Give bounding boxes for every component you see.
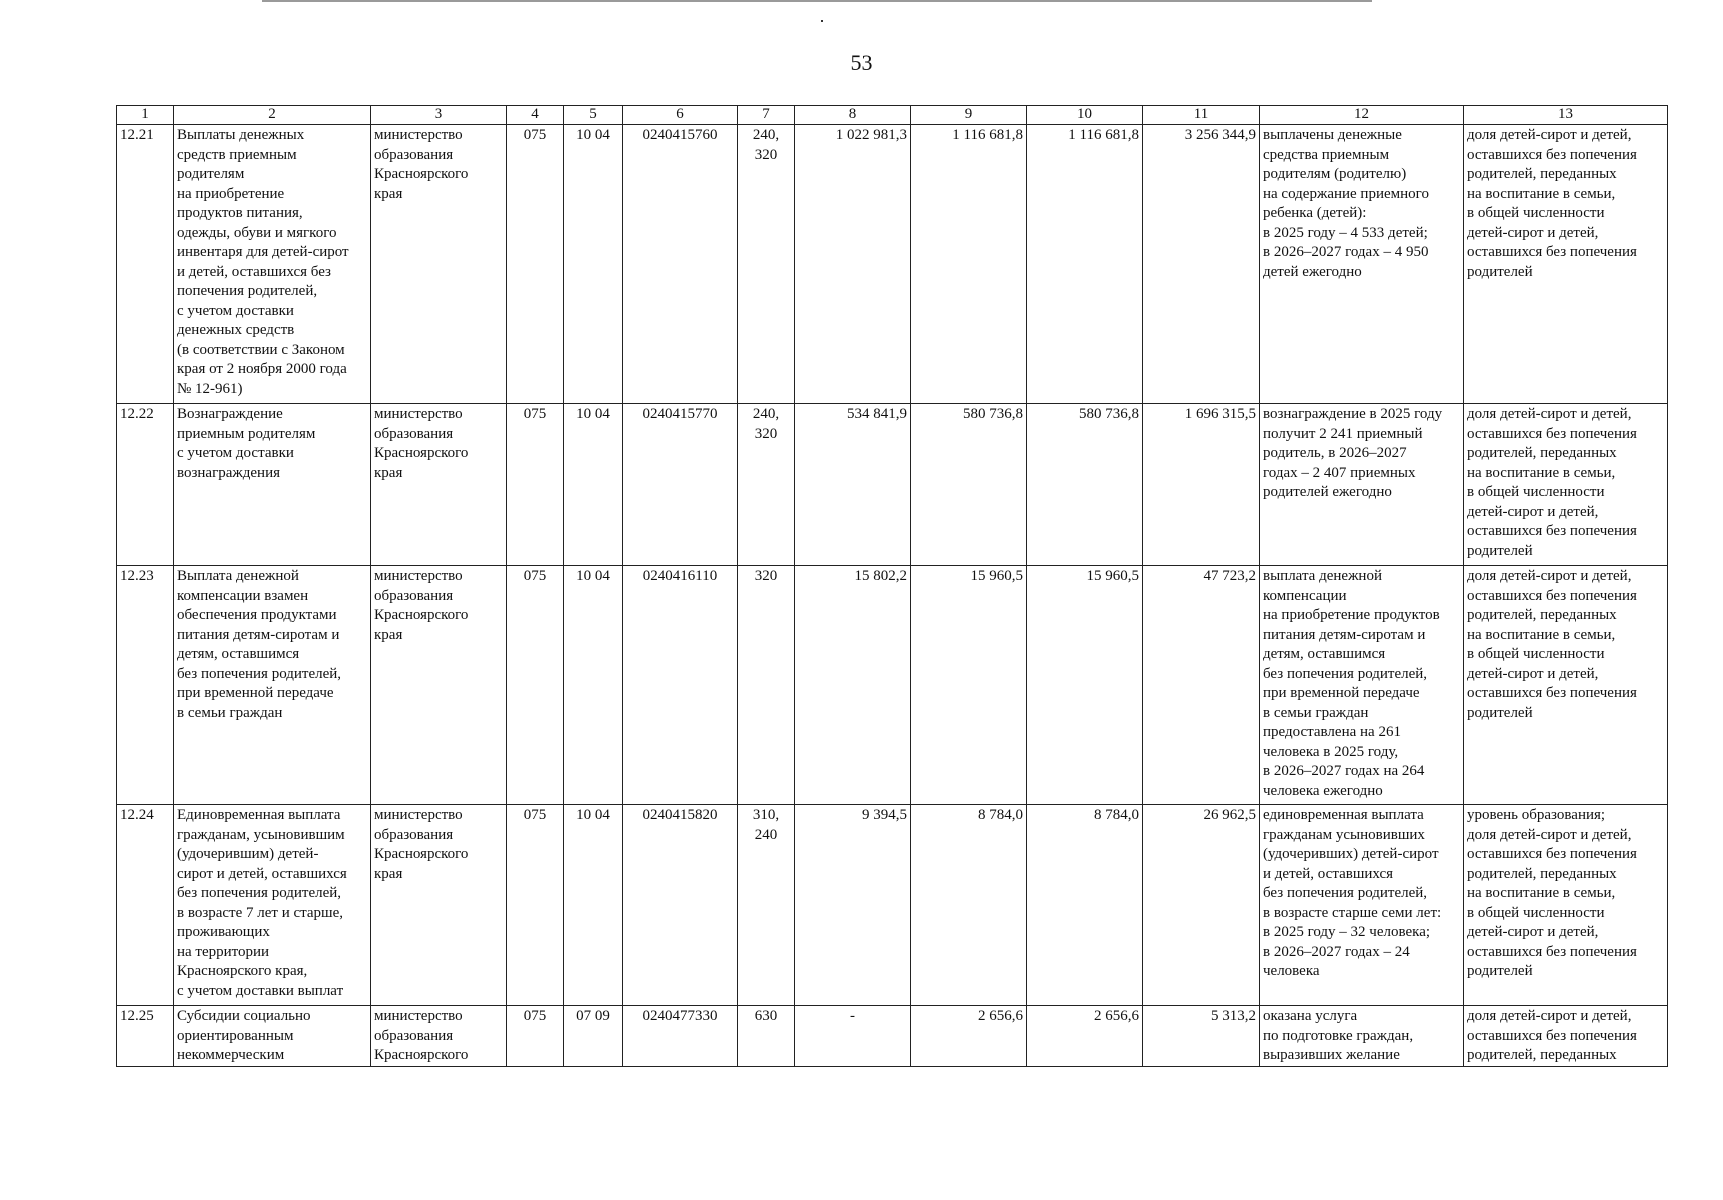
amount-total: 47 723,2 [1143, 566, 1260, 805]
table-row [117, 1006, 1668, 1067]
code-section: 10 04 [564, 805, 623, 1006]
col-header: 1 [117, 106, 174, 125]
measure-name: Вознаграждение приемным родителям с учетом доставки вознаграждения [174, 404, 371, 566]
measure-name: Выплаты денежных средств приемным родителям на приобретение продуктов питания, одежды, обуви и мягкого инвентаря для детей-сирот и детей, оставшихся без попечения родителей, с учетом доставки денежных средств (в соответствии с Законом края от 2 ноября 2000 года № 12-961) [174, 125, 371, 404]
code-expense-type: 310, 240 [738, 805, 795, 1006]
header-row [117, 106, 1668, 125]
code-grbs: 075 [507, 1006, 564, 1067]
col-header: 9 [911, 106, 1027, 125]
col-header: 3 [371, 106, 507, 125]
amount-2025: - [795, 1006, 911, 1067]
measure-name: Выплата денежной компенсации взамен обеспечения продуктами питания детям-сиротам и детям, оставшимся без попечения родителей, при временной передаче в семьи граждан [174, 566, 371, 805]
expected-result: выплачены денежные средства приемным родителям (родителю) на содержание приемного ребенка (детей): в 2025 году – 4 533 детей; в 2026–2027 годах – 4 950 детей ежегодно [1260, 125, 1464, 404]
col-header: 5 [564, 106, 623, 125]
code-target: 0240415820 [623, 805, 738, 1006]
responsible-body: министерство образования Красноярского края [371, 404, 507, 566]
code-grbs: 075 [507, 566, 564, 805]
row-number: 12.23 [117, 566, 174, 805]
code-expense-type: 240, 320 [738, 404, 795, 566]
measure-name: Единовременная выплата гражданам, усыновившим (удочерившим) детей- сирот и детей, оставшихся без попечения родителей, в возрасте 7 лет и старше, проживающих на территории Красноярского края, с учетом доставки выплат [174, 805, 371, 1006]
code-grbs: 075 [507, 125, 564, 404]
responsible-body: министерство образования Красноярского края [371, 566, 507, 805]
amount-2026: 15 960,5 [911, 566, 1027, 805]
amount-2026: 2 656,6 [911, 1006, 1027, 1067]
code-target: 0240477330 [623, 1006, 738, 1067]
row-number: 12.22 [117, 404, 174, 566]
col-header: 13 [1464, 106, 1668, 125]
amount-2025: 1 022 981,3 [795, 125, 911, 404]
amount-2027: 8 784,0 [1027, 805, 1143, 1006]
responsible-body: министерство образования Красноярского края [371, 805, 507, 1006]
code-target: 0240416110 [623, 566, 738, 805]
indicator: доля детей-сирот и детей, оставшихся без попечения родителей, переданных [1464, 1006, 1668, 1067]
col-header: 10 [1027, 106, 1143, 125]
code-target: 0240415760 [623, 125, 738, 404]
expected-result: вознаграждение в 2025 году получит 2 241 приемный родитель, в 2026–2027 годах – 2 407 приемных родителей ежегодно [1260, 404, 1464, 566]
code-expense-type: 240, 320 [738, 125, 795, 404]
amount-2027: 2 656,6 [1027, 1006, 1143, 1067]
code-target: 0240415770 [623, 404, 738, 566]
indicator: уровень образования; доля детей-сирот и детей, оставшихся без попечения родителей, переданных на воспитание в семьи, в общей численности детей-сирот и детей, оставшихся без попечения родителей [1464, 805, 1668, 1006]
code-section: 10 04 [564, 566, 623, 805]
expected-result: выплата денежной компенсации на приобретение продуктов питания детям-сиротам и детям, оставшимся без попечения родителей, при временной передаче в семьи граждан предоставлена на 261 человека в 2025 году, в 2026–2027 годах на 264 человека ежегодно [1260, 566, 1464, 805]
amount-2026: 8 784,0 [911, 805, 1027, 1006]
responsible-body: министерство образования Красноярского [371, 1006, 507, 1067]
code-grbs: 075 [507, 805, 564, 1006]
code-section: 10 04 [564, 404, 623, 566]
amount-2026: 1 116 681,8 [911, 125, 1027, 404]
table-row [117, 805, 1668, 1006]
col-header: 12 [1260, 106, 1464, 125]
expected-result: оказана услуга по подготовке граждан, выразивших желание [1260, 1006, 1464, 1067]
amount-2027: 15 960,5 [1027, 566, 1143, 805]
page-number: 53 [850, 50, 873, 75]
budget-table [116, 105, 1668, 1067]
col-header: 11 [1143, 106, 1260, 125]
responsible-body: министерство образования Красноярского края [371, 125, 507, 404]
measure-name: Субсидии социально ориентированным некоммерческим [174, 1006, 371, 1067]
col-header: 2 [174, 106, 371, 125]
amount-2025: 534 841,9 [795, 404, 911, 566]
col-header: 6 [623, 106, 738, 125]
indicator: доля детей-сирот и детей, оставшихся без попечения родителей, переданных на воспитание в семьи, в общей численности детей-сирот и детей, оставшихся без попечения родителей [1464, 404, 1668, 566]
amount-2025: 9 394,5 [795, 805, 911, 1006]
indicator: доля детей-сирот и детей, оставшихся без попечения родителей, переданных на воспитание в семьи, в общей численности детей-сирот и детей, оставшихся без попечения родителей [1464, 125, 1668, 404]
code-expense-type: 630 [738, 1006, 795, 1067]
indicator: доля детей-сирот и детей, оставшихся без попечения родителей, переданных на воспитание в семьи, в общей численности детей-сирот и детей, оставшихся без попечения родителей [1464, 566, 1668, 805]
scan-dot [821, 20, 823, 22]
code-grbs: 075 [507, 404, 564, 566]
expected-result: единовременная выплата гражданам усыновивших (удочеривших) детей-сирот и детей, оставшихся без попечения родителей, в возрасте старше семи лет: в 2025 году – 32 человека; в 2026–2027 годах – 24 человека [1260, 805, 1464, 1006]
col-header: 7 [738, 106, 795, 125]
amount-2027: 1 116 681,8 [1027, 125, 1143, 404]
row-number: 12.25 [117, 1006, 174, 1067]
amount-2025: 15 802,2 [795, 566, 911, 805]
amount-total: 26 962,5 [1143, 805, 1260, 1006]
scan-top-line [262, 0, 1372, 2]
col-header: 4 [507, 106, 564, 125]
amount-2027: 580 736,8 [1027, 404, 1143, 566]
table-row [117, 125, 1668, 404]
code-expense-type: 320 [738, 566, 795, 805]
table-row [117, 566, 1668, 805]
row-number: 12.21 [117, 125, 174, 404]
amount-total: 3 256 344,9 [1143, 125, 1260, 404]
table-row [117, 404, 1668, 566]
amount-2026: 580 736,8 [911, 404, 1027, 566]
code-section: 10 04 [564, 125, 623, 404]
col-header: 8 [795, 106, 911, 125]
code-section: 07 09 [564, 1006, 623, 1067]
amount-total: 1 696 315,5 [1143, 404, 1260, 566]
row-number: 12.24 [117, 805, 174, 1006]
amount-total: 5 313,2 [1143, 1006, 1260, 1067]
